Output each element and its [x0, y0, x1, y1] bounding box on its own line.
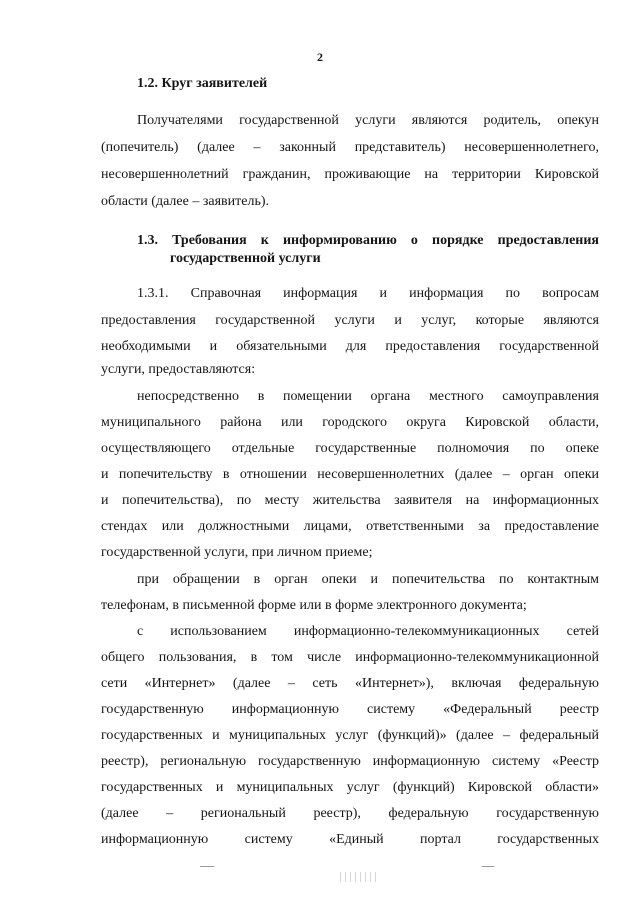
text-line: необходимыми и обязательными для предоставления государственной — [101, 339, 599, 354]
text-line: государственных и муниципальных услуг (функций)» (далее – федеральный — [101, 728, 599, 743]
text-line: 1.3.1. Справочная информация и информация по вопросам — [137, 286, 599, 301]
text-line: сети «Интернет» (далее – сеть «Интернет»), включая федеральную — [101, 676, 599, 691]
text-line: предоставления государственной услуги и услуг, которые являются — [101, 313, 599, 328]
section-heading-circle-of-applicants: 1.2. Круг заявителей — [137, 76, 268, 91]
scan-artifact-line — [200, 866, 214, 867]
text-line: стендах или должностными лицами, ответственными за предоставление — [101, 519, 599, 534]
text-line: государственной услуги, при личном приеме; — [101, 545, 373, 560]
text-line: государственную информационную систему «Федеральный реестр — [101, 702, 599, 717]
text-line: и попечительству в отношении несовершеннолетних (далее – орган опеки — [101, 467, 599, 482]
text-line: осуществляющего отдельные государственные полномочия по опеке — [101, 441, 599, 456]
text-line: с использованием информационно-телекоммуникационных сетей — [137, 624, 599, 639]
text-line: информационную систему «Единый портал государственных — [101, 832, 599, 847]
text-line: муниципального района или городского округа Кировской области, — [101, 415, 599, 430]
text-line: государственных и муниципальных услуг (функций) Кировской области» — [101, 780, 599, 795]
text-line: услуги, предоставляются: — [101, 362, 256, 377]
text-line: телефонам, в письменной форме или в форме электронного документа; — [101, 598, 527, 613]
scan-artifact-dots — [340, 872, 380, 882]
text-line: (попечитель) (далее – законный представитель) несовершеннолетнего, — [101, 140, 599, 155]
text-line: области (далее – заявитель). — [101, 194, 269, 209]
text-line: непосредственно в помещении органа местного самоуправления — [137, 389, 599, 404]
text-line: при обращении в орган опеки и попечительства по контактным — [137, 572, 599, 587]
page-number: 2 — [317, 50, 323, 64]
heading-line: государственной услуги — [170, 251, 321, 266]
heading-line: 1.3. Требования к информированию о порядке предоставления — [137, 233, 599, 248]
scan-artifact-line — [482, 866, 494, 867]
text-line: Получателями государственной услуги являются родитель, опекун — [137, 113, 599, 128]
text-line: (далее – региональный реестр), федеральную государственную — [101, 806, 599, 821]
text-line: общего пользования, в том числе информационно-телекоммуникационной — [101, 650, 599, 665]
text-line: реестр), региональную государственную информационную систему «Реестр — [101, 754, 599, 769]
text-line: и попечительства), по месту жительства заявителя на информационных — [101, 493, 599, 508]
text-line: несовершеннолетний гражданин, проживающие на территории Кировской — [101, 167, 599, 182]
